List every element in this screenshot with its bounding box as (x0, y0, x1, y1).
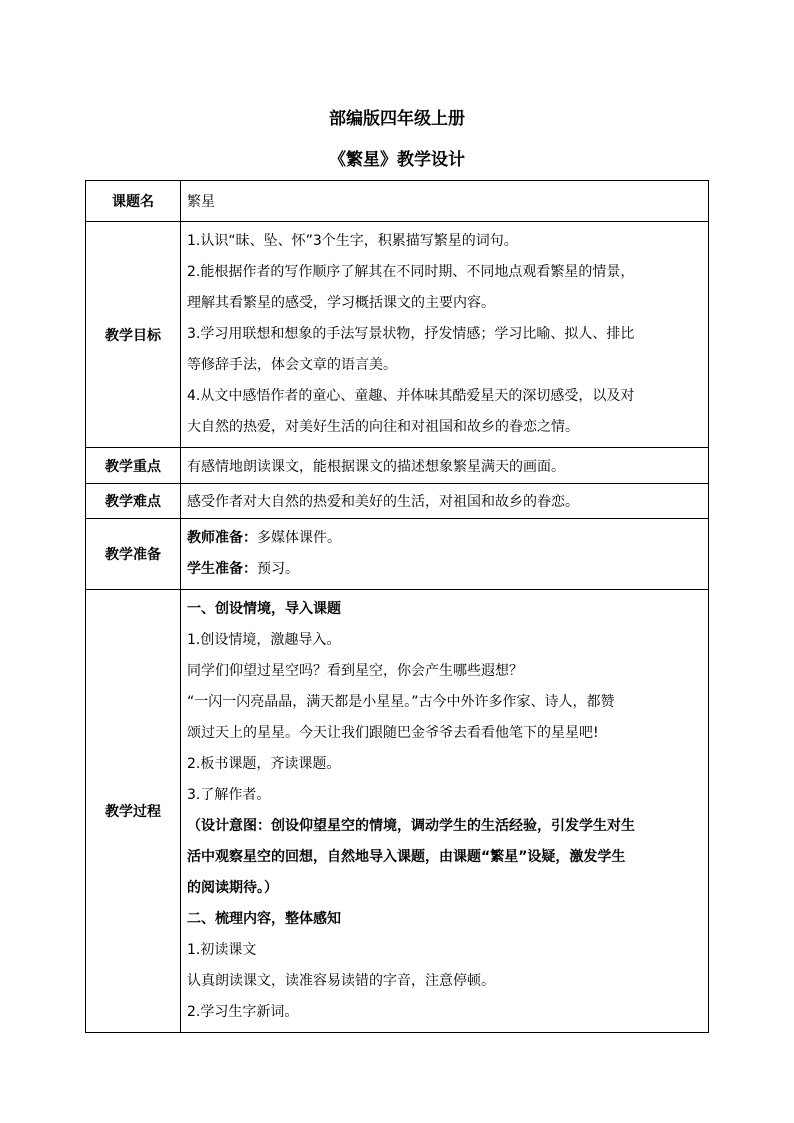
design-intent-line: 的阅读期待。） (187, 880, 278, 896)
teacher-prep-label: 教师准备： (187, 530, 257, 546)
lesson-plan-table (85, 180, 709, 1033)
goal-line: 等修辞手法，体会文章的语言美。 (187, 357, 397, 373)
goal-line: 4.从文中感悟作者的童心、童趣、并体味其酷爱星天的深切感受，以及对 (187, 388, 635, 404)
process-heading: 二、梳理内容，整体感知 (187, 911, 341, 927)
goal-line: 大自然的热爱，对美好生活的向往和对祖国和故乡的眷恋之情。 (187, 419, 579, 435)
goal-line: 3.学习用联想和想象的手法写景状物，抒发情感；学习比喻、拟人、排比 (187, 326, 635, 342)
label-goals: 教学目标 (86, 222, 181, 448)
value-key: 有感情地朗读课文，能根据课文的描述想象繁星满天的画面。 (181, 448, 709, 484)
design-intent-line: 活中观察星空的回想，自然地导入课题，由课题“繁星”设疑，激发学生 (187, 849, 626, 865)
student-prep-label: 学生准备： (187, 561, 257, 577)
value-difficulty: 感受作者对大自然的热爱和美好的生活，对祖国和故乡的眷恋。 (181, 484, 709, 519)
row-process (86, 590, 709, 1033)
process-line: 2.板书课题，齐读课题。 (187, 756, 341, 772)
row-key (86, 448, 709, 484)
label-process: 教学过程 (86, 590, 181, 1033)
row-difficulty (86, 484, 709, 519)
value-topic: 繁星 (181, 181, 709, 222)
process-line: 颂过天上的星星。今天让我们跟随巴金爷爷去看看他笔下的星星吧! (187, 725, 599, 741)
label-difficulty: 教学难点 (86, 484, 181, 519)
row-goals (86, 222, 709, 448)
teacher-prep (187, 523, 702, 554)
student-prep (187, 554, 702, 585)
process-line: 2.学习生字新词。 (187, 1004, 299, 1020)
label-topic: 课题名 (86, 181, 181, 222)
teacher-prep-value: 多媒体课件。 (257, 530, 341, 546)
goal-line: 理解其看繁星的感受，学习概括课文的主要内容。 (187, 295, 495, 311)
value-process (181, 590, 709, 1033)
process-line: 同学们仰望过星空吗？看到星空，你会产生哪些遐想？ (187, 663, 523, 679)
label-prep: 教学准备 (86, 519, 181, 590)
value-prep (181, 519, 709, 590)
student-prep-value: 预习。 (257, 561, 299, 577)
row-topic (86, 181, 709, 222)
label-key: 教学重点 (86, 448, 181, 484)
document-title: 部编版四年级上册 (329, 109, 465, 129)
design-intent-line: （设计意图：创设仰望星空的情境，调动学生的生活经验，引发学生对生 (187, 818, 635, 834)
row-prep (86, 519, 709, 590)
process-line: 3.了解作者。 (187, 787, 271, 803)
process-line: 1.初读课文 (187, 942, 257, 958)
process-line: 认真朗读课文，读准容易读错的字音，注意停顿。 (187, 973, 495, 989)
process-heading: 一、创设情境，导入课题 (187, 601, 341, 617)
process-line: 1.创设情境，激趣导入。 (187, 632, 341, 648)
goal-line: 2.能根据作者的写作顺序了解其在不同时期、不同地点观看繁星的情景， (187, 264, 635, 280)
value-goals (181, 222, 709, 448)
process-line: “一闪一闪亮晶晶，满天都是小星星。”古今中外许多作家、诗人，都赞 (187, 694, 615, 710)
goal-line: 1.认识“昧、坠、怀”3个生字，积累描写繁星的词句。 (187, 233, 518, 249)
document-subtitle: 《繁星》教学设计 (329, 150, 465, 170)
